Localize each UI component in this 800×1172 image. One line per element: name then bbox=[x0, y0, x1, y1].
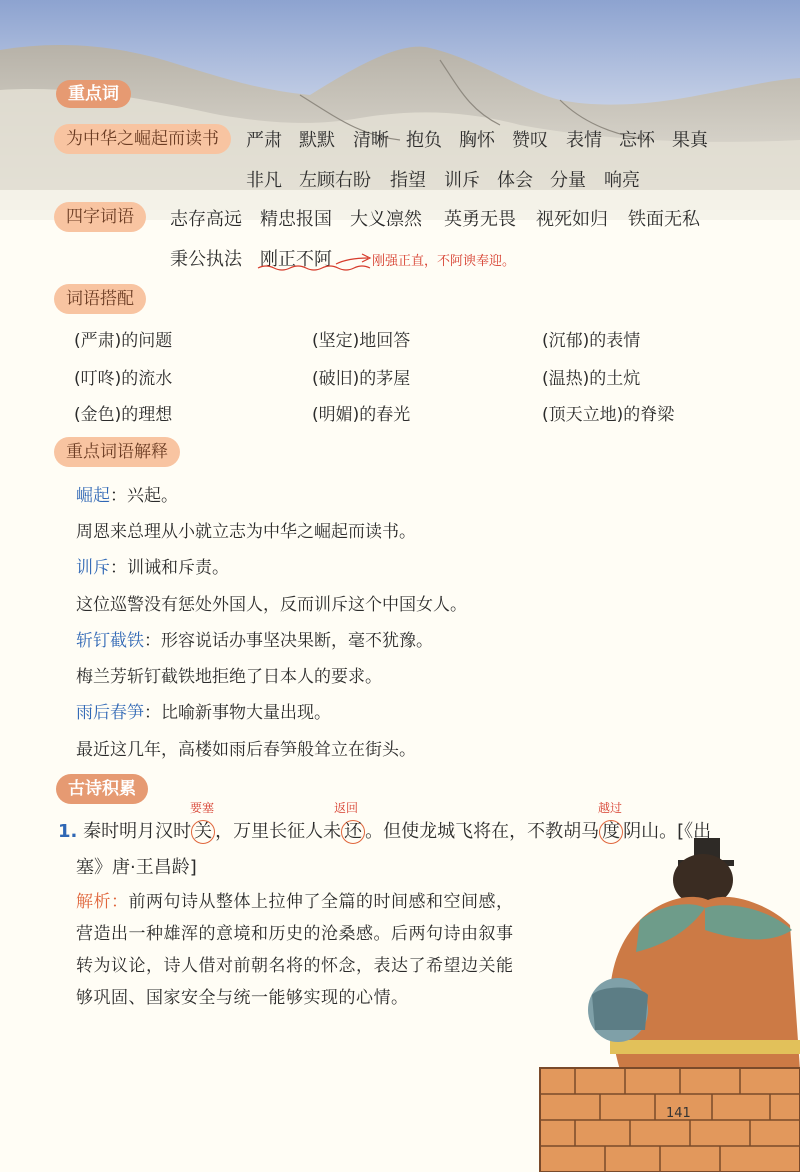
key-word: 忘怀 bbox=[619, 130, 655, 151]
poem-analysis bbox=[76, 886, 526, 1014]
poem-text: ，万里长征人未 bbox=[215, 821, 342, 842]
key-word: 训斥 bbox=[444, 170, 480, 191]
analysis-label: 解析： bbox=[76, 892, 129, 912]
explanation-term: 雨后春笋 bbox=[76, 703, 144, 723]
key-word: 抱负 bbox=[406, 130, 442, 151]
four-char-word: 大义凛然 bbox=[350, 209, 422, 230]
poem-key-char: 度 bbox=[599, 820, 623, 844]
collocation-item: (沉郁)的表情 bbox=[542, 331, 641, 351]
collocation-item: (顶天立地)的脊梁 bbox=[542, 405, 675, 425]
analysis-text: 前两句诗从整体上拉伸了全篇的时间感和空间感，营造出一种雄浑的意境和历史的沧桑感。后两句诗由叙事转为议论，诗人借对前朝名将的怀念，表达了希望边关能够巩固、国家安全与统一能够实现的心情。 bbox=[76, 892, 514, 1008]
poem-key-char: 关 bbox=[191, 820, 215, 844]
explanation-example: 梅兰芳斩钉截铁地拒绝了日本人的要求。 bbox=[76, 667, 382, 687]
explanation-entry bbox=[76, 481, 178, 506]
collocation-item: (破旧)的茅屋 bbox=[312, 369, 411, 389]
collocation-item: (严肃)的问题 bbox=[74, 331, 173, 351]
key-word: 左顾右盼 bbox=[299, 170, 371, 191]
four-char-word: 志存高远 bbox=[170, 209, 242, 230]
arrow-icon bbox=[334, 250, 374, 270]
key-word: 默默 bbox=[299, 130, 335, 151]
explanation-definition: ：比喻新事物大量出现。 bbox=[144, 703, 331, 723]
collocation-item: (明媚)的春光 bbox=[312, 405, 411, 425]
explanation-entry bbox=[76, 553, 229, 578]
four-char-word: 刚正不阿 bbox=[260, 249, 332, 270]
key-word: 体会 bbox=[497, 170, 533, 191]
section-tag-explanations: 重点词语解释 bbox=[54, 437, 180, 467]
collocation-item: (坚定)地回答 bbox=[312, 331, 411, 351]
section-tag-collocation: 词语搭配 bbox=[54, 284, 146, 314]
four-char-word: 精忠报国 bbox=[260, 209, 332, 230]
poem-key-char: 还 bbox=[341, 820, 365, 844]
four-char-word: 英勇无畏 bbox=[444, 209, 516, 230]
four-char-word: 视死如归 bbox=[536, 209, 608, 230]
handwritten-annotation: 刚强正直，不阿谀奉迎。 bbox=[372, 254, 516, 269]
poem-note: 返回 bbox=[334, 801, 359, 815]
explanation-definition: ：训诫和斥责。 bbox=[110, 558, 229, 578]
poem-note: 越过 bbox=[598, 801, 623, 815]
page-number: 141 bbox=[666, 1106, 691, 1121]
explanation-term: 训斥 bbox=[76, 558, 110, 578]
explanation-example: 周恩来总理从小就立志为中华之崛起而读书。 bbox=[76, 522, 416, 542]
key-word: 非凡 bbox=[246, 170, 282, 191]
key-word: 胸怀 bbox=[459, 130, 495, 151]
section-tag-key-words: 重点词 bbox=[56, 80, 131, 108]
explanation-example: 这位巡警没有惩处外国人，反而训斥这个中国女人。 bbox=[76, 595, 467, 615]
key-word: 分量 bbox=[550, 170, 586, 191]
poem-text: 。但使龙城飞将在，不教胡马 bbox=[365, 821, 600, 842]
key-word: 清晰 bbox=[353, 130, 389, 151]
key-word: 严肃 bbox=[246, 130, 282, 151]
explanation-term: 崛起 bbox=[76, 486, 110, 506]
explanation-definition: ：兴起。 bbox=[110, 486, 178, 506]
section-tag-poem: 古诗积累 bbox=[56, 774, 148, 804]
explanation-entry bbox=[76, 698, 331, 723]
explanation-example: 最近这几年，高楼如雨后春笋般耸立在街头。 bbox=[76, 740, 416, 760]
four-char-word: 铁面无私 bbox=[628, 209, 700, 230]
poem-text: 阴山。[《出 bbox=[623, 821, 712, 842]
section-tag-four-char: 四字词语 bbox=[54, 202, 146, 232]
poem-line-2: 塞》唐·王昌龄] bbox=[76, 857, 197, 878]
key-word: 果真 bbox=[672, 130, 708, 151]
lesson-tag: 为中华之崛起而读书 bbox=[54, 124, 231, 154]
poem-text: 秦时明月汉时 bbox=[83, 821, 192, 842]
key-word: 指望 bbox=[390, 170, 426, 191]
poem-note: 要塞 bbox=[190, 801, 215, 815]
collocation-item: (温热)的土炕 bbox=[542, 369, 641, 389]
collocation-item: (金色)的理想 bbox=[74, 405, 173, 425]
explanation-definition: ：形容说话办事坚决果断，毫不犹豫。 bbox=[144, 631, 433, 651]
poem-number: 1. bbox=[58, 821, 78, 842]
key-word: 赞叹 bbox=[512, 130, 548, 151]
key-word: 响亮 bbox=[604, 170, 640, 191]
explanation-entry bbox=[76, 626, 433, 651]
four-char-word: 秉公执法 bbox=[170, 249, 242, 270]
key-word: 表情 bbox=[566, 130, 602, 151]
explanation-term: 斩钉截铁 bbox=[76, 631, 144, 651]
collocation-item: (叮咚)的流水 bbox=[74, 369, 173, 389]
poem-line-1 bbox=[58, 817, 711, 844]
